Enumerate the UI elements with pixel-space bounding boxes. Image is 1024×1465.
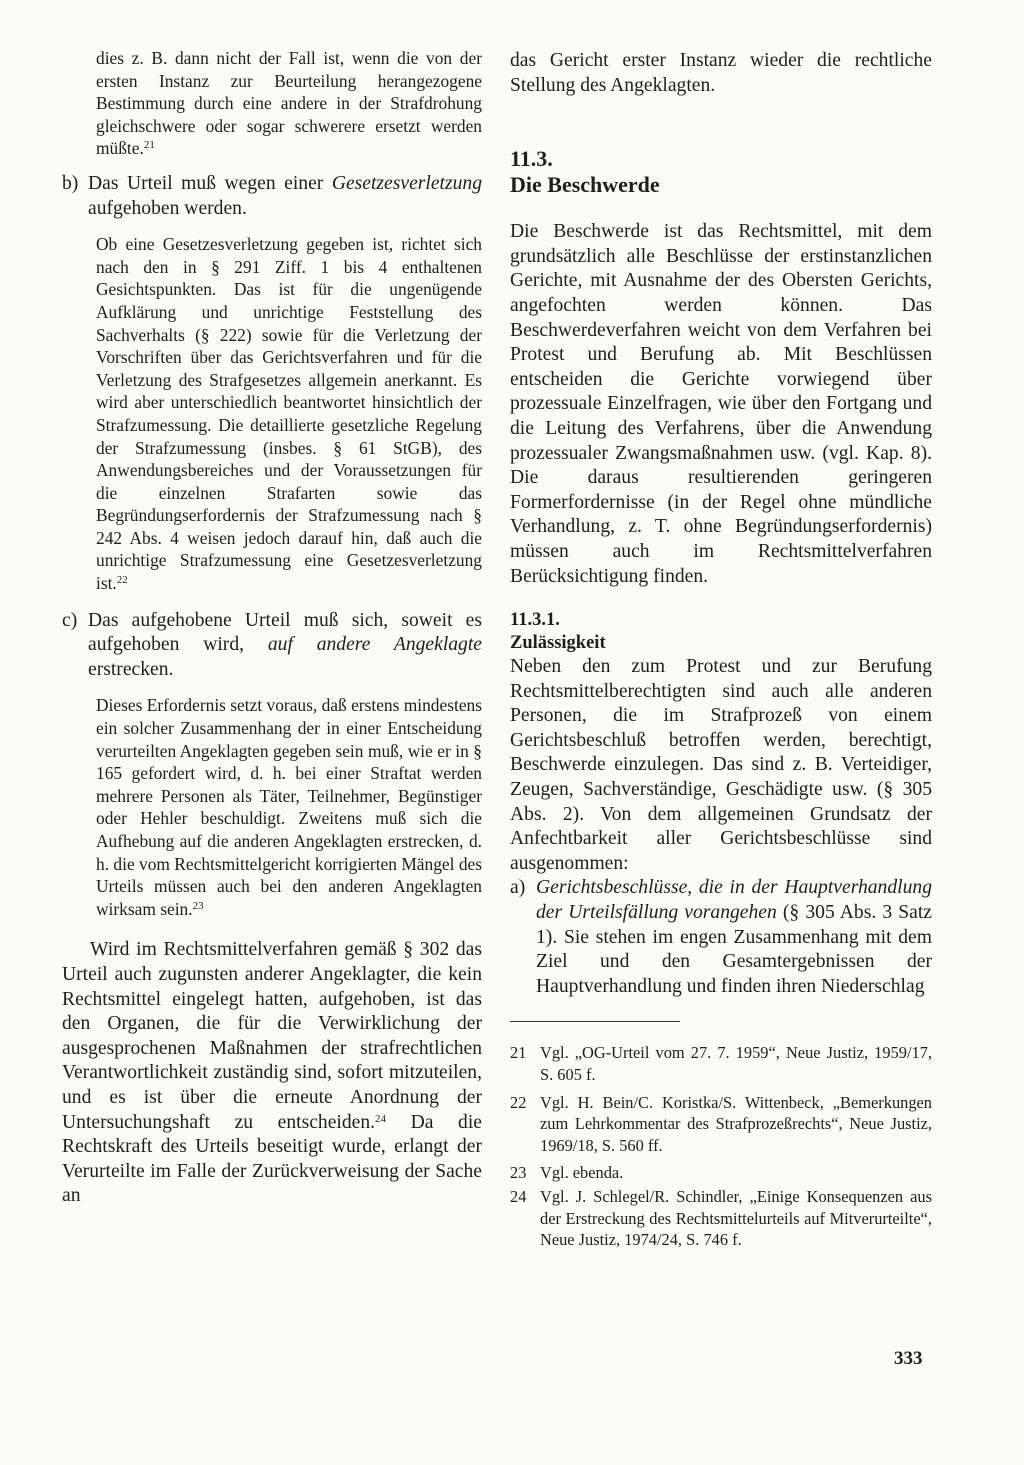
list-item-a: a) Gerichtsbeschlüsse, die in der Hauptverhandlung der Urteilsfällung vorangehen (§ 305 Abs. 3 Satz 1). Sie stehen im engen Zusammenhang mit dem Ziel und den Gesamtergebnissen der Hauptverhandlung und finden ihren Niederschlag [510,877,933,997]
footnote-text: Vgl. H. Bein/C. Koristka/S. Wittenbeck, „Bemerkungen zum Lehrkommentar des Strafprozeßrechts“, Neue Justiz, 1969/18, S. 560 ff. [540,1092,932,1155]
footnote-number: 21 [510,1043,527,1063]
footnote-number: 24 [510,1186,527,1206]
paragraph-rechtsmittelverfahren: Wird im Rechtsmittelverfahren gemäß § 302 das Urteil auch zugunsten anderer Angeklagter, die kein Rechtsmittel eingelegt hatten, aufgehoben, ist das den Organen, die für die Verwirklichung der ausgesprochenen Maßnahmen der strafrechtlichen Verantwortlichkeit zuständig sind, sofort mitzuteilen, und es ist über die erneute Anordnung der Untersuchungshaft zu entscheiden.$^{24}$ Da die Rechtskraft des Urteils beseitigt wurde, erlangt der Verurteilte im Falle der Zurückverweisung der Sache an [62,939,482,1207]
footnote [510,1186,932,1251]
paragraph-intro: dies z. B. dann nicht der Fall ist, wenn die von der ersten Instanz zur Beurteilung herangezogene Bestimmung durch eine andere in der Strafdrohung gleichschwere oder sogar schwerere ersetzt werden müßte.$^{21}$ [96,48,482,159]
paragraph-erfordernis: Dieses Erfordernis setzt voraus, daß erstens mindestens ein solcher Zusammenhang der in einer Entscheidung verurteilten Angeklagten gegeben sein muß, wie er in § 165 gefordert wird, d. h. bei einer Straftat werden mehrere Personen als Täter, Teilnehmer, Begünstiger oder Hehler beschuldigt. Zweitens muß sich die Aufhebung auf die anderen Angeklagten erstrecken, d. h. die vom Rechtsmittelgericht korrigierten Mängel des Urteils müssen auch bei den anderen Angeklagten wirksam sein.$^{23}$ [96,695,482,919]
footnote-ref: 24 [375,1112,387,1125]
footnote-number: 23 [510,1163,527,1183]
footnote-text: Vgl. J. Schlegel/R. Schindler, „Einige Konsequenzen aus der Erstreckung des Rechtsmittelurteils auf Mitverurteilte“, Neue Justiz, 1974/24, S. 746 f. [540,1186,932,1250]
item-label: b) [62,172,79,194]
subsection-title: Zulässigkeit [510,633,606,654]
footnote-text: Vgl. ebenda. [540,1163,624,1183]
footnote-ref: 22 [116,574,128,587]
item-label: a) [510,877,526,899]
page-number: 333 [894,1348,923,1369]
footnote-number: 22 [510,1092,527,1112]
subsection-number: 11.3.1. [510,610,560,631]
footnote-text: Vgl. „OG-Urteil vom 27. 7. 1959“, Neue Justiz, 1959/17, S. 605 f. [540,1043,932,1084]
paragraph-continuation: das Gericht erster Instanz wieder die rechtliche Stellung des Angeklagten. [510,50,932,96]
footnote-ref: 21 [143,139,155,152]
section-number: 11.3. [510,146,553,172]
list-item-b: b) Das Urteil muß wegen einer Gesetzesverletzung aufgehoben werden. [62,172,482,219]
paragraph-beschwerde: Die Beschwerde ist das Rechtsmittel, mit dem grundsätzlich alle Beschlüsse der erstinstanzlichen Gerichte, mit Ausnahme der des Obersten Gerichts, angefochten werden können. Das Beschwerdeverfahren weicht von dem Verfahren bei Protest und Berufung ab. Mit Beschlüssen entscheiden die Gerichte vorwiegend über prozessuale Einzelfragen, wie über den Fortgang und die Leitung des Verfahrens, über die Anwendung prozessualer Zwangsmaßnahmen usw. (vgl. Kap. 8). Die daraus resultierenden geringeren Formerfordernisse (in der Regel ohne mündliche Verhandlung, z. T. ohne Begründungserfordernis) müssen auch im Rechtsmittelverfahren Berücksichtigung finden. [510,221,932,587]
list-item-c: c) Das aufgehobene Urteil muß sich, soweit es aufgehoben wird, auf andere Angeklagte erstrecken. [62,609,482,680]
paragraph-zulaessigkeit: Neben den zum Protest und zur Berufung Rechtsmittelberechtigten sind auch alle anderen Personen, die im Strafprozeß von einem Gerichtsbeschluß betroffen werden, berechtigt, Beschwerde einzulegen. Das sind z. B. Verteidiger, Zeugen, Sachverständige, Geschädigte usw. (§ 305 Abs. 2). Von dem allgemeinen Grundsatz der Anfechtbarkeit aller Gerichtsbeschlüsse sind ausgenommen: [510,656,932,874]
footnote [510,1162,932,1184]
paragraph-gesetzesverletzung: Ob eine Gesetzesverletzung gegeben ist, richtet sich nach den in § 291 Ziff. 1 bis 4 enthaltenen Gesichtspunkten. Das ist für die ungenügende Aufklärung und unrichtige Feststellung des Sachverhalts (§ 222) sowie für die Verletzung der Vorschriften über das Gerichtsverfahren und für die Verletzung des Strafgesetzes allgemein anerkannt. Es wird aber unterschiedlich beantwortet hinsichtlich der Strafzumessung. Die detaillierte gesetzliche Regelung der Strafzumessung (insbes. § 61 StGB), des Anwendungsbereiches und der Voraussetzungen für die einzelnen Strafarten sowie das Begründungserfordernis der Strafzumessung nach § 242 Abs. 4 weisen jedoch darauf hin, daß auch die unrichtige Strafzumessung eine Gesetzesverletzung ist.$^{22}$ [96,234,482,594]
left-column [62,0,482,1209]
item-label: c) [62,609,78,631]
footnote [510,1092,932,1157]
section-title: Die Beschwerde [510,172,660,198]
right-column [510,0,932,1251]
footnote-ref: 23 [192,899,204,912]
footnotes [510,1042,932,1250]
footnote [510,1042,932,1085]
